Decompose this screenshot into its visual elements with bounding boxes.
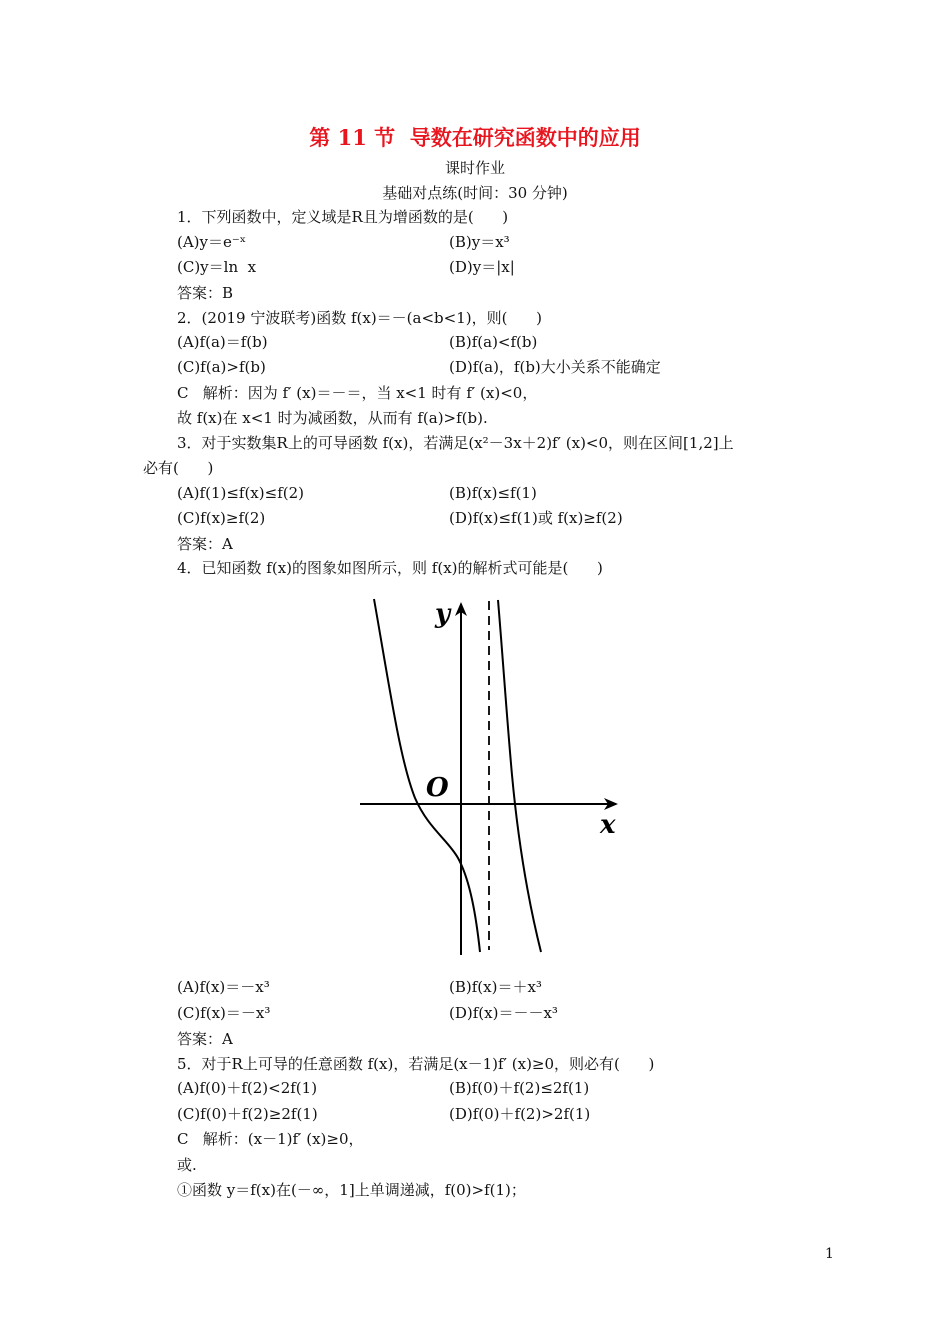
q1-option-b: (B)y＝x³ [449,233,510,251]
section-heading: 基础对点练(时间：30 分钟) [382,184,568,202]
q1-stem: 1．下列函数中，定义域是R且为增函数的是( ) [177,208,509,226]
q3-answer: 答案：A [177,535,233,553]
q3-option-c: (C)f(x)≥f(2) [177,509,266,527]
q2-option-c: (C)f(a)>f(b) [177,358,266,376]
q4-stem: 4．已知函数 f(x)的图象如图所示，则 f(x)的解析式可能是( ) [177,559,603,577]
q2-option-a: (A)f(a)＝f(b) [177,333,268,351]
q3-option-d: (D)f(x)≤f(1)或 f(x)≥f(2) [449,509,623,527]
q2-solution-line2: 故 f(x)在 x<1 时为减函数，从而有 f(a)>f(b). [177,409,488,427]
q5-option-a: (A)f(0)＋f(2)<2f(1) [177,1079,318,1097]
q2-option-d: (D)f(a)，f(b)大小关系不能确定 [449,358,661,376]
q4-option-c: (C)f(x)＝－x³ [177,1004,271,1022]
x-axis-label: x [600,810,616,840]
q3-stem-line1: 3．对于实数集R上的可导函数 f(x)，若满足(x²－3x＋2)f′ (x)<0，则在区间[1,2]上 [177,434,734,452]
q1-option-d: (D)y＝|x| [449,258,515,276]
q1-option-a: (A)y＝e⁻ˣ [177,233,247,251]
q5-solution-line3: ①函数 y＝f(x)在(－∞，1]上单调递减，f(0)>f(1)； [177,1181,526,1199]
origin-label: O [426,773,449,803]
y-axis-label: y [435,599,451,629]
q1-answer: 答案：B [177,284,234,302]
q2-solution-line1: C 解析：因为 f′ (x)＝－＝，当 x<1 时有 f′ (x)<0， [177,384,538,402]
page-title: 第 11 节 导数在研究函数中的应用 [309,125,641,150]
q5-option-b: (B)f(0)＋f(2)≤2f(1) [449,1079,590,1097]
q4-option-b: (B)f(x)＝＋x³ [449,978,542,996]
q3-option-a: (A)f(1)≤f(x)≤f(2) [177,484,304,502]
q5-stem: 5．对于R上可导的任意函数 f(x)，若满足(x－1)f′ (x)≥0，则必有( ) [177,1055,655,1073]
right-curve-branch [498,600,541,952]
q4-answer: 答案：A [177,1030,233,1048]
q1-option-c: (C)y＝ln x [177,258,257,276]
q3-option-b: (B)f(x)≤f(1) [449,484,537,502]
q2-stem: 2．(2019 宁波联考)函数 f(x)＝－(a<b<1)，则( ) [177,309,542,327]
q5-solution-line2: 或. [177,1156,197,1174]
q4-option-d: (D)f(x)＝－－x³ [449,1004,558,1022]
q4-option-a: (A)f(x)＝－x³ [177,978,270,996]
q5-option-c: (C)f(0)＋f(2)≥2f(1) [177,1105,318,1123]
q5-option-d: (D)f(0)＋f(2)>2f(1) [449,1105,591,1123]
q2-option-b: (B)f(a)<f(b) [449,333,538,351]
q5-solution-line1: C 解析：(x－1)f′ (x)≥0， [177,1130,364,1148]
page-number: 1 [825,1246,834,1262]
subtitle: 课时作业 [444,159,505,177]
q3-stem-line2: 必有( ) [143,459,214,477]
